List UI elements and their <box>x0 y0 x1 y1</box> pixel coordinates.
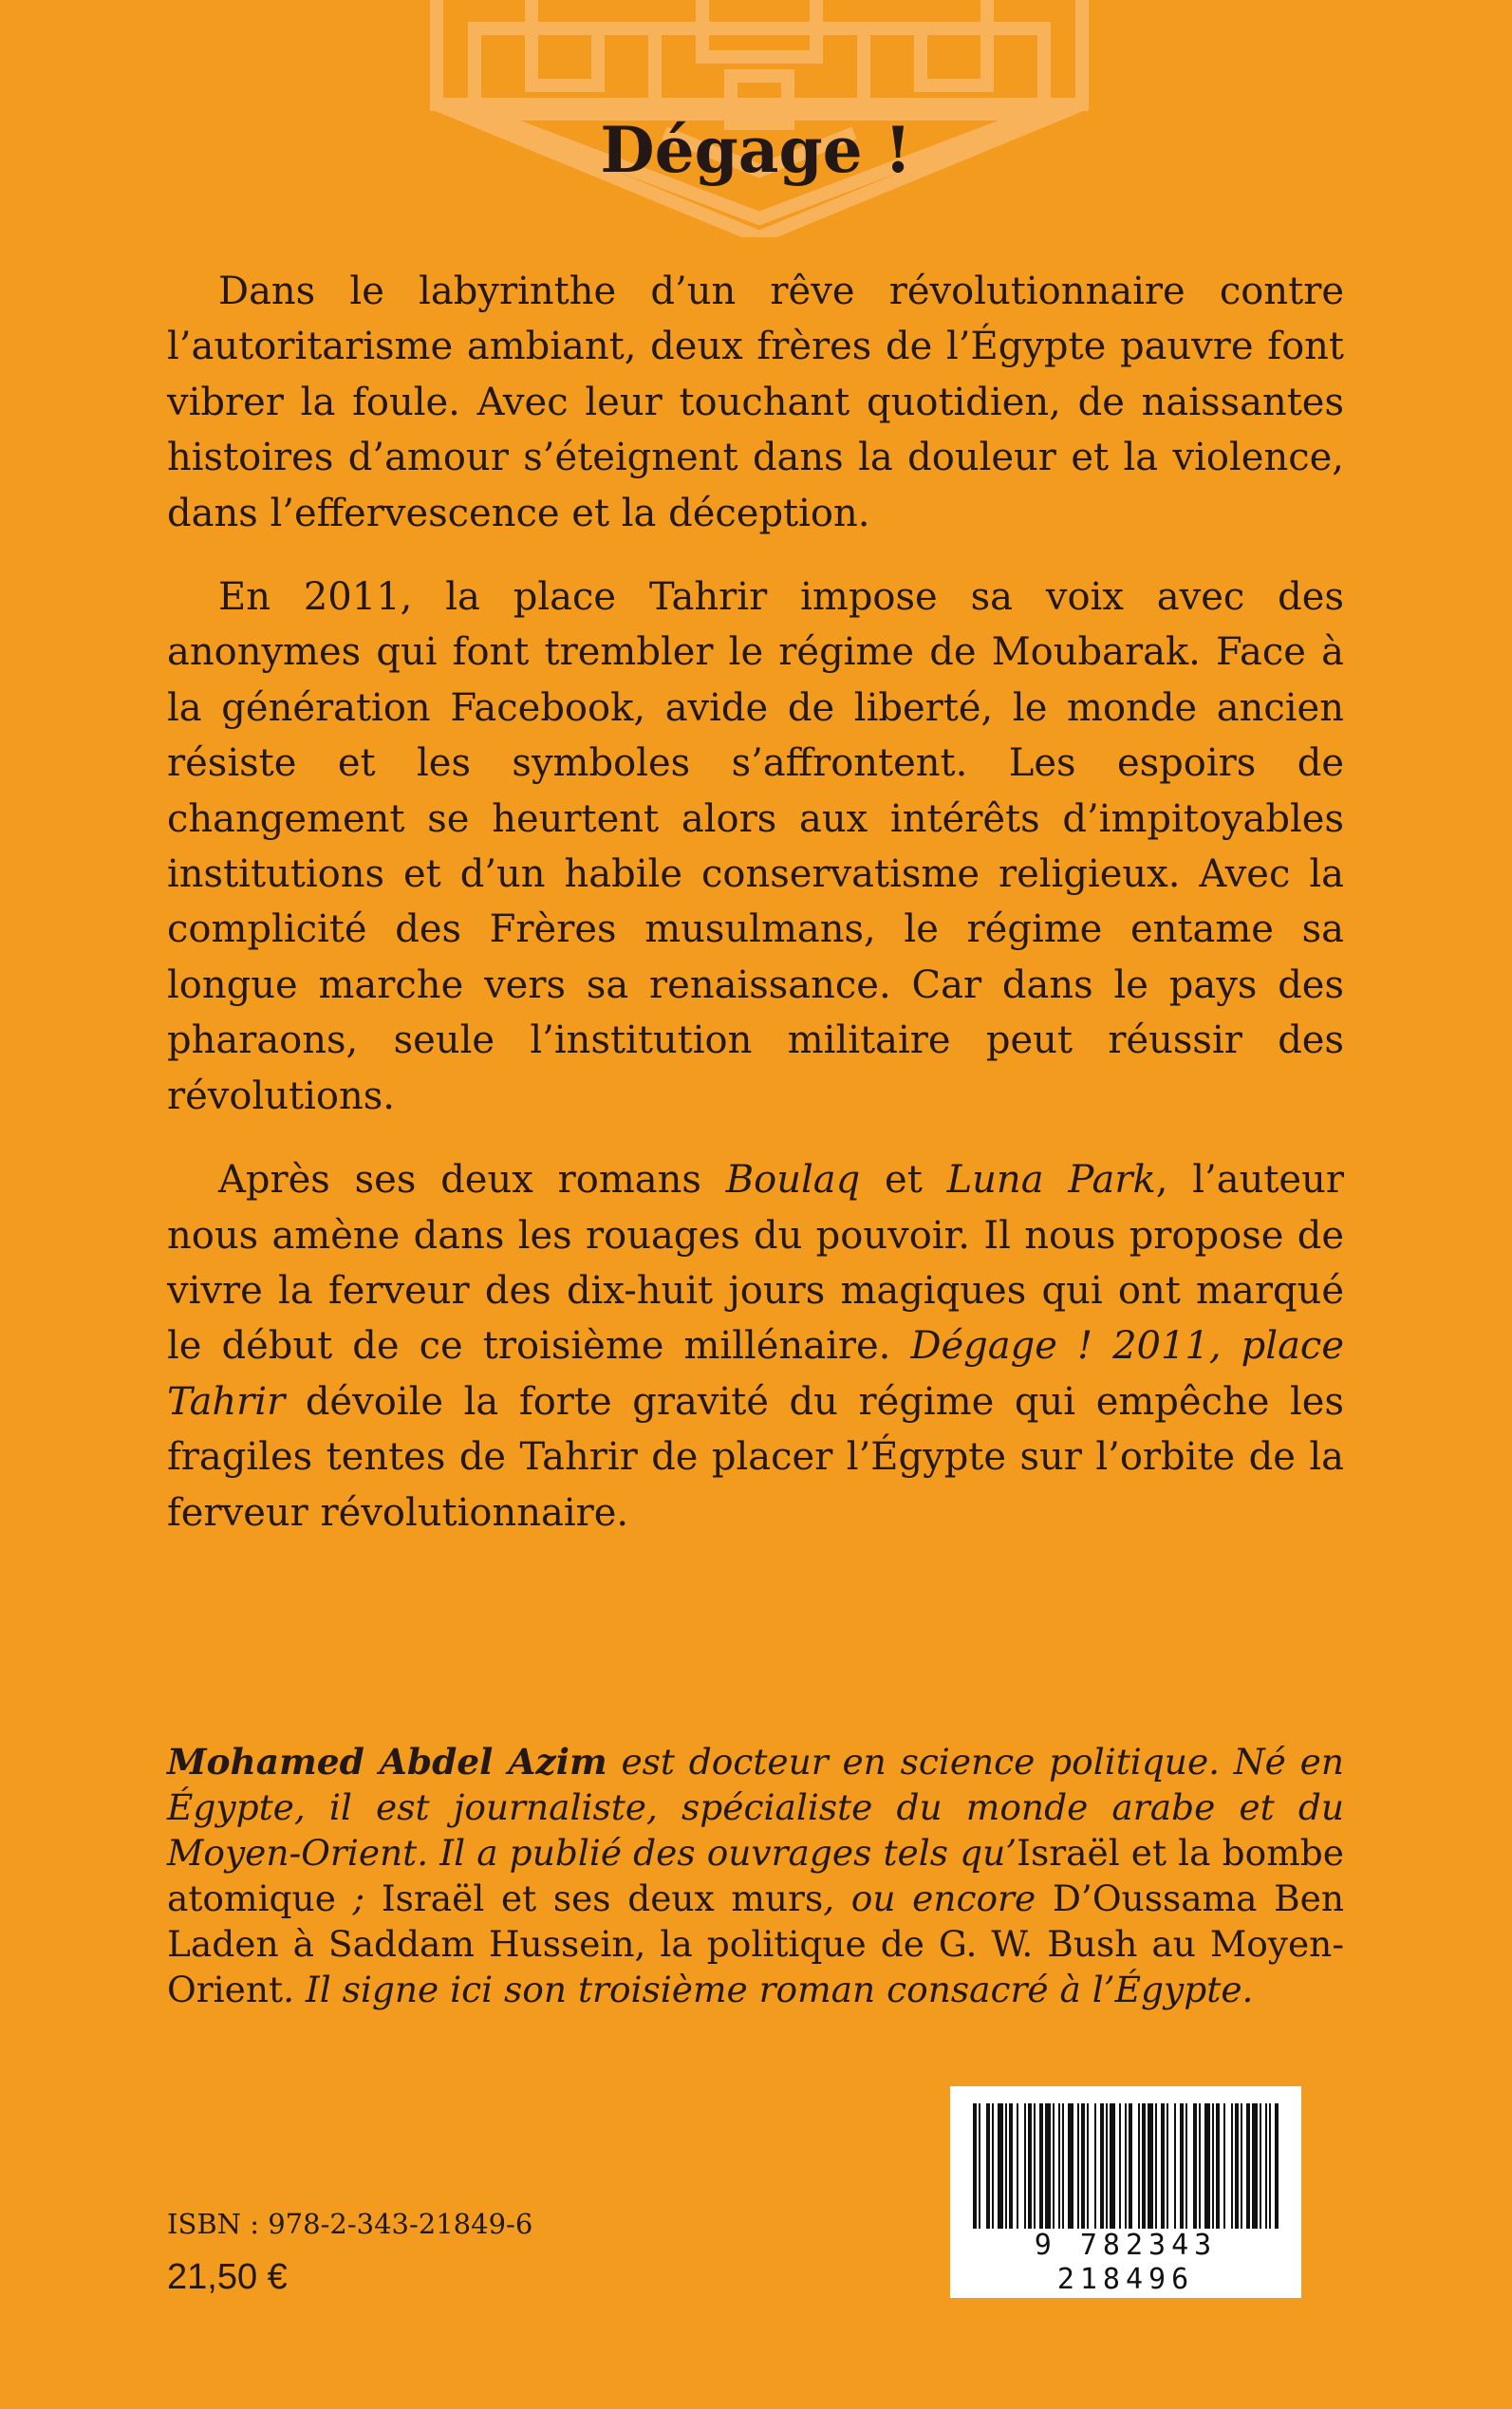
barcode-bar <box>1106 2103 1108 2229</box>
barcode-bar <box>1142 2103 1146 2229</box>
barcode-bar <box>1077 2103 1079 2229</box>
bio-work-3: D’Oussama Ben Laden à Saddam Hussein, la politique de G. W. Bush au Moyen-Orient <box>167 1877 1345 2010</box>
barcode-bar <box>1241 2103 1242 2229</box>
barcode-bar <box>1110 2103 1115 2229</box>
barcode-bar <box>1148 2103 1153 2229</box>
p3-title-luna-park: Luna Park <box>946 1158 1156 1203</box>
barcode-bar <box>1235 2103 1239 2229</box>
p3-text-4: dévoile la forte gravité du régime qui empêche les fragiles tentes de Tahrir de placer l’Égypte sur l’orbite de la ferveur révolutionnaire. <box>167 1379 1344 1535</box>
barcode-bar <box>1260 2103 1261 2229</box>
barcode-bar <box>1087 2103 1089 2229</box>
barcode-bar <box>1081 2103 1085 2229</box>
author-bio-paragraph <box>167 1739 1344 2012</box>
synopsis <box>167 264 1344 1569</box>
p3-text-3: , l’auteur nous amène dans les rouages du pouvoir. Il nous propose de vivre la ferveur des dix-huit jours magiques qui ont marqué le début de ce troisième millénaire. <box>167 1158 1344 1369</box>
bio-text-4: . Il signe ici son troisième roman consacré à l’Égypte. <box>283 1969 1254 2010</box>
barcode-bar <box>1269 2103 1271 2229</box>
barcode-bar <box>1034 2103 1036 2229</box>
bio-work-2: Israël et ses deux murs <box>381 1877 824 1919</box>
barcode-bar <box>1138 2103 1140 2229</box>
p3-title-boulaq: Boulaq <box>725 1158 861 1203</box>
barcode <box>950 2086 1301 2298</box>
synopsis-paragraph-3 <box>167 1152 1344 1541</box>
barcode-bar <box>1068 2103 1073 2229</box>
barcode-bar <box>1246 2103 1250 2229</box>
barcode-bar <box>1129 2103 1132 2229</box>
barcode-bar <box>1180 2103 1184 2229</box>
barcode-bar <box>1216 2103 1220 2229</box>
p3-text-2: et <box>860 1158 947 1203</box>
barcode-bar <box>992 2103 994 2229</box>
bio-text-1: est docteur en science politique. Né en Égypte, il est journaliste, spécialiste du monde arabe et du Moyen-Orient. Il a publié des ouvrages tels qu’ <box>167 1741 1344 1874</box>
barcode-bar <box>986 2103 990 2229</box>
barcode-bar <box>1155 2103 1157 2229</box>
barcode-bar <box>1062 2103 1064 2229</box>
book-title: Dégage ! <box>600 113 912 187</box>
barcode-bar <box>1204 2103 1210 2229</box>
barcode-bar <box>973 2103 977 2229</box>
barcode-bar <box>1045 2103 1051 2229</box>
barcode-bar <box>1212 2103 1214 2229</box>
barcode-bar <box>1058 2103 1060 2229</box>
barcode-bar <box>1009 2103 1013 2229</box>
barcode-bar <box>1231 2103 1233 2229</box>
synopsis-paragraph-2: En 2011, la place Tahrir impose sa voix avec des anonymes qui font trembler le régime de Moubarak. Face à la génération Facebook, avide de liberté, le monde ancien résiste et les symboles s’affrontent. Les espoirs de changement se heurtent alors aux intérêts d’impitoyables institutions et d’un habile conservatisme religieux. Avec la complicité des Frères musulmans, le régime entame sa longue marche vers sa renaissance. Car dans le pays des pharaons, seule l’institution militaire peut réussir des révolutions. <box>167 575 1344 1118</box>
barcode-bar <box>1094 2103 1096 2229</box>
isbn: ISBN : 978-2-343-21849-6 <box>167 2208 533 2240</box>
bio-work-1: Israël et la bombe atomique <box>167 1832 1344 1919</box>
author-bio <box>167 1739 1344 2012</box>
barcode-bar <box>1174 2103 1176 2229</box>
barcode-bar <box>979 2103 980 2229</box>
p3-title-degage: Dégage ! 2011, place Tahrir <box>167 1324 1344 1424</box>
barcode-bar <box>1005 2103 1007 2229</box>
barcode-bar <box>1193 2103 1197 2229</box>
barcode-bar <box>1028 2103 1032 2229</box>
barcode-bar <box>998 2103 1003 2229</box>
bio-text-3: , ou encore <box>823 1877 1053 1919</box>
p3-text-1: Après ses deux romans <box>218 1158 726 1203</box>
barcode-digits: 9 782343 218496 <box>1034 2229 1218 2296</box>
barcode-bar <box>1053 2103 1055 2229</box>
barcode-bar <box>1265 2103 1267 2229</box>
barcode-bar <box>1167 2103 1168 2229</box>
barcode-bar <box>1252 2103 1258 2229</box>
barcode-bar <box>1119 2103 1121 2229</box>
barcode-bar <box>1039 2103 1043 2229</box>
barcode-bar <box>1024 2103 1026 2229</box>
barcode-bar <box>1161 2103 1165 2229</box>
author-name: Mohamed Abdel Azim <box>167 1741 607 1783</box>
barcode-bar <box>1100 2103 1104 2229</box>
barcode-bar <box>1185 2103 1187 2229</box>
barcode-bars <box>973 2103 1279 2229</box>
barcode-bar <box>1199 2103 1201 2229</box>
barcode-bar <box>1125 2103 1127 2229</box>
barcode-bar <box>1017 2103 1018 2229</box>
synopsis-paragraph-1: Dans le labyrinthe d’un rêve révolutionnaire contre l’autoritarisme ambiant, deux frères de l’Égypte pauvre font vibrer la foule. Avec leur touchant quotidien, de naissantes histoires d’amour s’éteignent dans la douleur et la violence, dans l’effervescence et la déception. <box>167 270 1344 535</box>
price: 21,50 € <box>167 2257 288 2297</box>
barcode-bar <box>1223 2103 1225 2229</box>
barcode-bar <box>1275 2103 1279 2229</box>
bio-text-2: ; <box>335 1877 382 1919</box>
